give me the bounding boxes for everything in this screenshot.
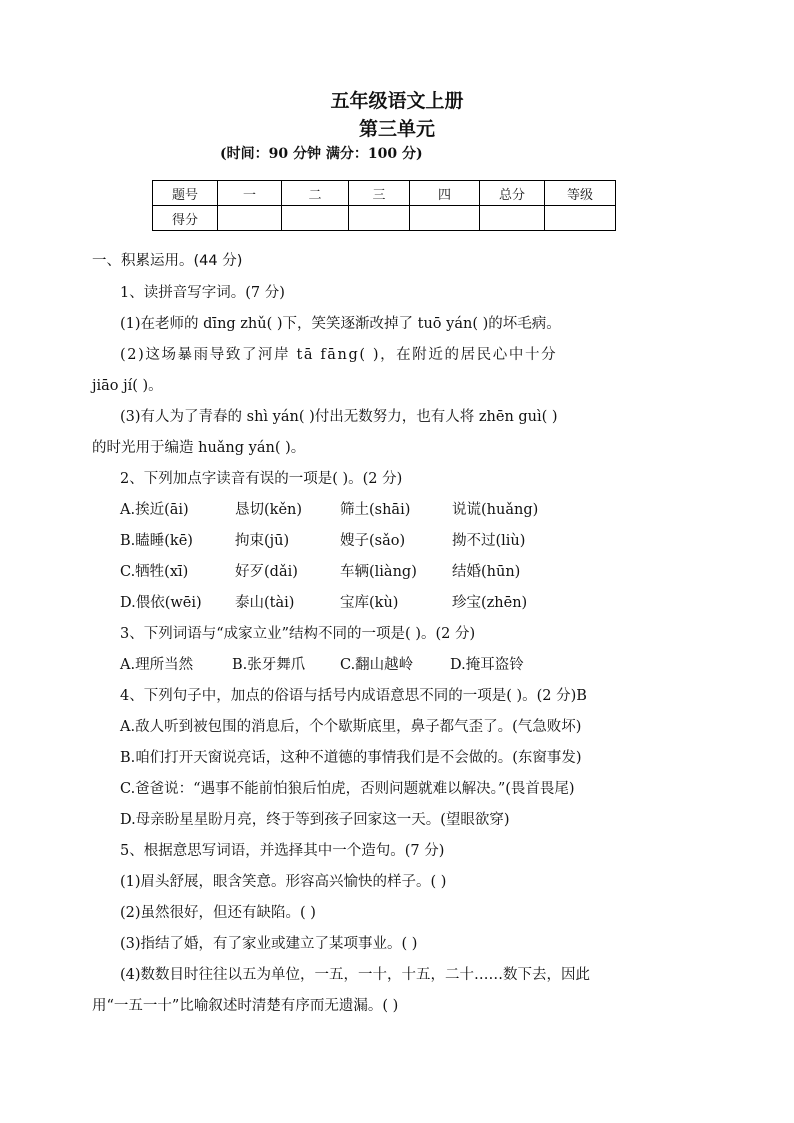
question-stem: 2、下列加点字读音有误的一项是( )。(2 分) [120,471,403,487]
option-item: 泰山(tài) [235,595,295,611]
option-item: A.挨近(āi) [120,502,189,518]
option-item: C.牺牲(xī) [120,564,189,580]
score-cell[interactable] [282,206,349,231]
question-line: (3)有人为了青春的 shì yán( )付出无数努力，也有人将 zhēn guì( ) [120,409,558,425]
table-header-cell: 题号 [153,181,218,206]
option-item: 结婚(hūn) [452,564,521,580]
option-item: D.偎依(wēi) [120,595,202,611]
question-line: 用“一五一十”比喻叙述时清楚有序而无遗漏。( ) [92,998,399,1014]
option-item: 筛土(shāi) [340,502,411,518]
option-item: 拗不过(liù) [452,533,526,549]
unit-title: 第三单元 [358,118,435,140]
question-stem: 4、下列句子中，加点的俗语与括号内成语意思不同的一项是( )。(2 分)B [120,688,587,704]
table-cell: 得分 [153,206,218,231]
option-item: C.翻山越岭 [340,657,414,673]
score-cell[interactable] [410,206,480,231]
table-header-cell: 一 [218,181,282,206]
section-heading: 一、积累运用。(44 分) [92,253,243,269]
table-header-cell: 四 [410,181,480,206]
question-line: (2)虽然很好，但还有缺陷。( ) [120,905,316,921]
question-line: 的时光用于编造 huǎng yán( )。 [92,440,306,456]
option-item: B.张牙舞爪 [232,657,306,673]
table-row [153,206,616,231]
score-table [152,180,616,231]
exam-meta: (时间：90 分钟 满分：100 分) [220,146,423,162]
option-line: B.咱们打开天窗说亮话，这种不道德的事情我们是不会做的。(东窗事发) [120,750,582,766]
score-cell[interactable] [545,206,616,231]
table-header-cell: 三 [349,181,410,206]
score-cell[interactable] [218,206,282,231]
option-item: 好歹(dǎi) [235,564,298,580]
question-line: (4)数数目时往往以五为单位，一五，一十，十五，二十……数下去，因此 [120,967,591,983]
option-line: A.敌人听到被包围的消息后，个个歇斯底里，鼻子都气歪了。(气急败坏) [120,719,582,735]
option-item: A.理所当然 [120,657,194,673]
option-item: D.掩耳盗铃 [450,657,524,673]
table-header-cell: 二 [282,181,349,206]
option-item: 宝库(kù) [340,595,399,611]
question-line: (1)眉头舒展，眼含笑意。形容高兴愉快的样子。( ) [120,874,447,890]
question-stem: 3、下列词语与“成家立业”结构不同的一项是( )。(2 分) [120,626,476,642]
table-header-cell: 等级 [545,181,616,206]
option-item: 车辆(liàng) [340,564,417,580]
question-line: (3)指结了婚，有了家业或建立了某项事业。( ) [120,936,418,952]
score-cell[interactable] [349,206,410,231]
option-item: 说谎(huǎng) [452,502,539,518]
table-header-cell: 总分 [480,181,545,206]
option-line: D.母亲盼星星盼月亮，终于等到孩子回家这一天。(望眼欲穿) [120,812,510,828]
question-line: (2)这场暴雨导致了河岸 tā fāng( )，在附近的居民心中十分 [120,347,558,363]
option-line: C.爸爸说：“遇事不能前怕狼后怕虎，否则问题就难以解决。”(畏首畏尾) [120,781,575,797]
option-item: 拘束(jū) [235,533,290,549]
question-stem: 1、读拼音写字词。(7 分) [120,285,285,301]
question-line: (1)在老师的 dīng zhǔ( )下，笑笑逐渐改掉了 tuō yán( )的坏毛病。 [120,316,561,332]
score-cell[interactable] [480,206,545,231]
option-item: 珍宝(zhēn) [452,595,528,611]
option-item: 嫂子(sǎo) [340,533,406,549]
option-item: B.瞌睡(kē) [120,533,193,549]
option-item: 恳切(kěn) [235,502,303,518]
question-line: jiāo jí( )。 [92,378,163,394]
question-stem: 5、根据意思写词语，并选择其中一个造句。(7 分) [120,843,445,859]
table-row [153,181,616,206]
page-title: 五年级语文上册 [330,90,464,112]
